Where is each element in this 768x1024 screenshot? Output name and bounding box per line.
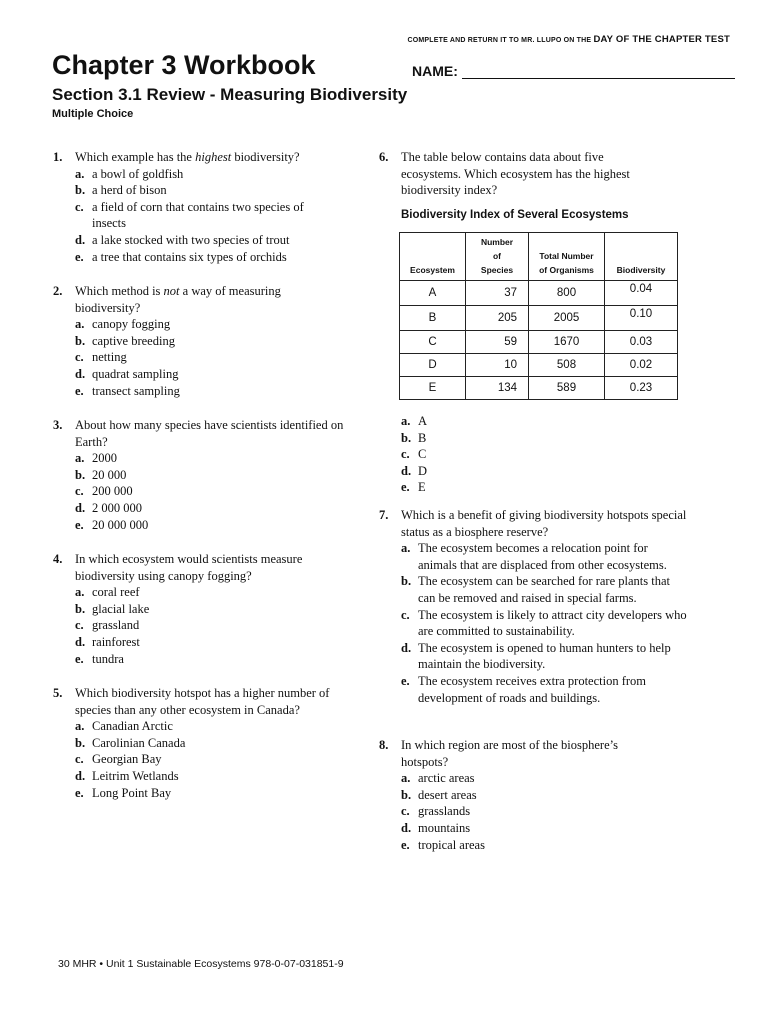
- option-c[interactable]: c. C: [401, 447, 427, 462]
- cell-species: 205: [466, 306, 529, 331]
- question-number: 3.: [53, 418, 63, 432]
- question-text: In which region are most of the biosphere’s hotspots?: [401, 738, 618, 769]
- option-a[interactable]: a. 2000: [75, 451, 117, 466]
- return-instructions: [407, 34, 730, 45]
- table-row: [400, 281, 678, 306]
- option-d[interactable]: d. D: [401, 463, 428, 478]
- question-text: In which ecosystem would scientists measure biodiversity using canopy fogging?: [75, 552, 303, 583]
- table-row: [400, 306, 678, 331]
- header-biodiversity: Biodiversity: [605, 233, 678, 281]
- option-b[interactable]: b. captive breeding: [75, 333, 175, 348]
- return-note-emphasis: DAY OF THE CHAPTER TEST: [593, 34, 730, 45]
- biodiversity-table: [399, 232, 678, 400]
- option-d[interactable]: d. rainforest: [75, 634, 140, 649]
- option-b[interactable]: b. a herd of bison: [75, 183, 167, 198]
- name-field[interactable]: [412, 63, 735, 79]
- option-a[interactable]: a. a bowl of goldfish: [75, 166, 184, 181]
- section-title: Section 3.1 Review - Measuring Biodiversity: [52, 85, 408, 104]
- cell-ecosystem: A: [400, 281, 466, 306]
- option-d[interactable]: d. mountains: [401, 820, 471, 835]
- option-a[interactable]: a. arctic areas: [401, 771, 475, 786]
- question-text: Which example has the highest biodiversity?: [75, 150, 300, 164]
- question-1: [53, 149, 353, 265]
- option-e[interactable]: e. transect sampling: [75, 383, 180, 398]
- option-d[interactable]: d. Leitrim Wetlands: [75, 768, 179, 783]
- option-b[interactable]: b. 20 000: [75, 467, 127, 482]
- option-a[interactable]: a. canopy fogging: [75, 317, 171, 332]
- page-footer: 30 MHR • Unit 1 Sustainable Ecosystems 978-0-07-031851-9: [58, 958, 344, 970]
- header-species: Number of Species: [466, 233, 529, 281]
- option-e[interactable]: e. tropical areas: [401, 837, 485, 852]
- option-e[interactable]: e. Long Point Bay: [75, 785, 172, 800]
- cell-ecosystem: D: [400, 354, 466, 377]
- option-b[interactable]: b. B: [401, 430, 427, 445]
- header-ecosystem: Ecosystem: [400, 233, 466, 281]
- header-organisms: Total Number of Organisms: [529, 233, 605, 281]
- option-c[interactable]: c. The ecosystem is likely to attract city developers who are committed to sustainability.: [401, 607, 687, 639]
- question-4: [53, 551, 353, 667]
- return-note-text: COMPLETE AND RETURN IT TO MR. LLUPO ON THE: [407, 37, 592, 44]
- cell-species: 10: [466, 354, 529, 377]
- option-d[interactable]: d. The ecosystem is opened to human hunters to help maintain the biodiversity.: [401, 640, 671, 672]
- cell-ecosystem: E: [400, 377, 466, 400]
- question-6-options: [379, 413, 479, 496]
- question-number: 4.: [53, 552, 63, 566]
- table-row: [400, 377, 678, 400]
- question-7: [379, 507, 687, 706]
- option-c[interactable]: c. a field of corn that contains two species of insects: [75, 199, 304, 231]
- option-b[interactable]: b. The ecosystem can be searched for rare plants that can be removed and raised in special farms.: [401, 574, 670, 605]
- cell-organisms: 800: [529, 281, 605, 306]
- cell-organisms: 1670: [529, 331, 605, 354]
- option-d[interactable]: d. 2 000 000: [75, 500, 142, 515]
- option-a[interactable]: a. The ecosystem becomes a relocation point for animals that are displaced from other ecosystems.: [401, 541, 667, 572]
- option-a[interactable]: a. coral reef: [75, 585, 140, 600]
- page-title: Chapter 3 Workbook: [52, 50, 316, 80]
- question-text: About how many species have scientists identified on Earth?: [75, 418, 344, 449]
- cell-species: 37: [466, 281, 529, 306]
- table-header-row: [400, 233, 678, 281]
- cell-biodiversity: 0.23: [605, 377, 678, 400]
- question-2: [53, 283, 313, 399]
- option-e[interactable]: e. a tree that contains six types of orchids: [75, 249, 287, 264]
- question-3: [53, 417, 353, 533]
- question-text: Which method is not a way of measuring biodiversity?: [75, 284, 281, 315]
- cell-organisms: 508: [529, 354, 605, 377]
- option-c[interactable]: c. 200 000: [75, 484, 133, 499]
- option-c[interactable]: c. Georgian Bay: [75, 752, 162, 767]
- option-b[interactable]: b. glacial lake: [75, 601, 150, 616]
- question-number: 8.: [379, 738, 389, 752]
- table-row: [400, 354, 678, 377]
- option-e[interactable]: e. E: [401, 480, 426, 495]
- option-b[interactable]: b. Carolinian Canada: [75, 735, 186, 750]
- question-text: The table below contains data about five ecosystems. Which ecosystem has the highest biodiversity index?: [401, 150, 630, 198]
- cell-organisms: 2005: [529, 306, 605, 331]
- cell-species: 134: [466, 377, 529, 400]
- question-text: Which biodiversity hotspot has a higher number of species than any other ecosystem in Canada?: [75, 686, 330, 717]
- option-c[interactable]: c. netting: [75, 350, 127, 365]
- table-row: [400, 331, 678, 354]
- cell-biodiversity: 0.03: [605, 331, 678, 354]
- question-6: [379, 149, 659, 199]
- question-number: 2.: [53, 284, 63, 298]
- question-number: 6.: [379, 150, 389, 164]
- option-a[interactable]: a. Canadian Arctic: [75, 719, 173, 734]
- cell-ecosystem: B: [400, 306, 466, 331]
- question-5: [53, 685, 358, 801]
- option-e[interactable]: e. tundra: [75, 651, 124, 666]
- question-text: Which is a benefit of giving biodiversity hotspots special status as a biosphere reserve?: [401, 508, 687, 539]
- question-number: 7.: [379, 508, 389, 522]
- cell-species: 59: [466, 331, 529, 354]
- question-number: 1.: [53, 150, 63, 164]
- name-label: NAME:: [412, 63, 458, 79]
- option-d[interactable]: d. a lake stocked with two species of trout: [75, 232, 290, 247]
- option-a[interactable]: a. A: [401, 414, 428, 428]
- option-e[interactable]: e. The ecosystem receives extra protection from development of roads and buildings.: [401, 673, 647, 705]
- name-blank-line[interactable]: [462, 64, 735, 79]
- table-caption: Biodiversity Index of Several Ecosystems: [401, 209, 629, 221]
- question-8: [379, 737, 679, 853]
- cell-biodiversity: 0.02: [605, 354, 678, 377]
- cell-biodiversity: 0.04: [605, 281, 678, 306]
- option-c[interactable]: c. grasslands: [401, 804, 471, 819]
- section-type-label: Multiple Choice: [52, 108, 134, 120]
- option-e[interactable]: e. 20 000 000: [75, 517, 149, 532]
- question-number: 5.: [53, 686, 63, 700]
- option-b[interactable]: b. desert areas: [401, 787, 477, 802]
- option-d[interactable]: d. quadrat sampling: [75, 366, 179, 381]
- cell-organisms: 589: [529, 377, 605, 400]
- cell-biodiversity: 0.10: [605, 306, 678, 331]
- cell-ecosystem: C: [400, 331, 466, 354]
- option-c[interactable]: c. grassland: [75, 618, 140, 633]
